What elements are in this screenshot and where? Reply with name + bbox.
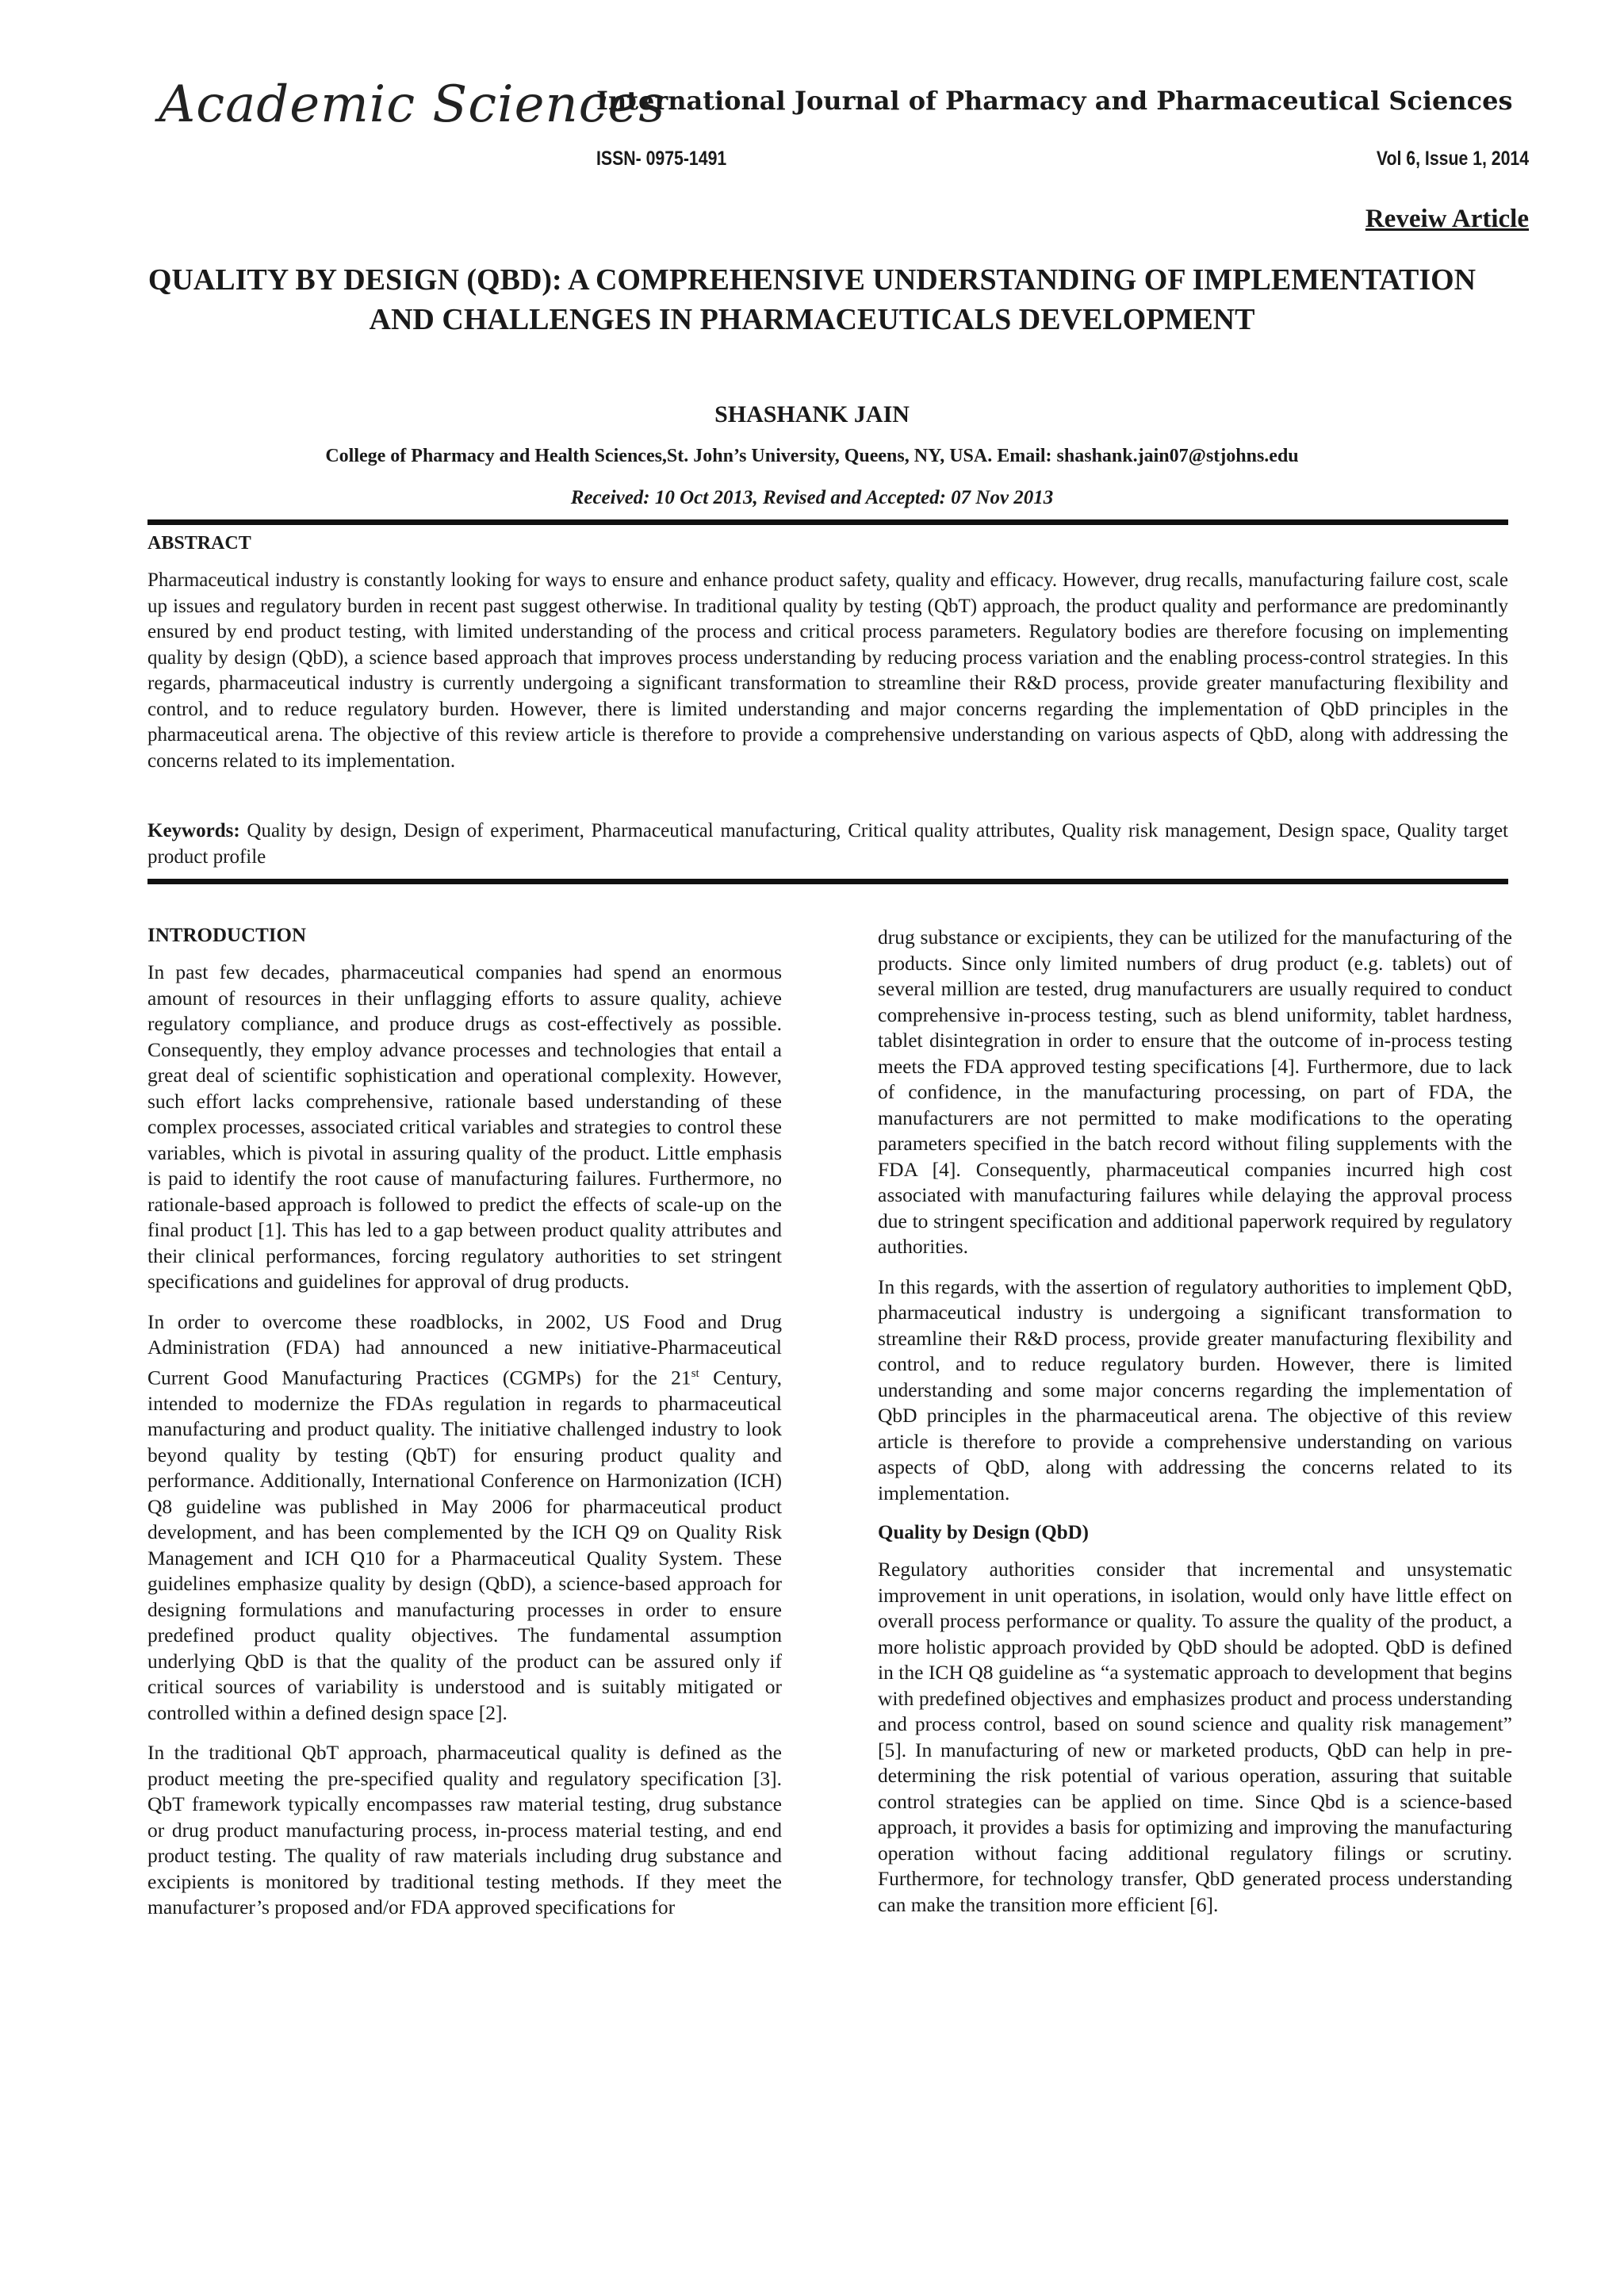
keywords [147,818,1508,870]
keywords-text: Quality by design, Design of experiment, Pharmaceutical manufacturing, Critical quality attributes, Quality risk management, Design space, Quality target product profile [147,820,1508,868]
intro-paragraph-2-start: In order to overcome these roadblocks, in 2002, US Food and Drug Administration (FDA) had announced a new initiative-Pharmaceutical Current Good Manufacturing Practices (CGMPs) for the 21 [147,1309,782,1389]
publisher-logo: Academic Sciences [159,75,666,134]
introduction-heading: INTRODUCTION [147,925,307,946]
superscript-st: st [691,1366,699,1380]
article-title: QUALITY BY DESIGN (QBD): A COMPREHENSIVE UNDERSTANDING OF IMPLEMENTATION AND CHALLENGES IN PHARMACEUTICALS DEVELOPMENT [147,263,1477,336]
intro-paragraph-2-end: Century, intended to modernize the FDAs regulation in regards to pharmaceutical manufacturing and product quality. The initiative challenged industry to look beyond quality by testing (QbT) for ensuring product quality and performance. Additionally, International Conference on Harmonization (ICH) Q8 guideline was published in May 2006 for pharmaceutical product development, and has been complemented by the ICH Q9 on Quality Risk Management and ICH Q10 for a Pharmaceutical Quality System. These guidelines emphasize quality by design (QbD), a science-based approach for designing formulations and manufacturing processes in order to ensure predefined product quality objectives. The fundamental assumption underlying QbD is that the quality of the product can be assured only if critical sources of variability is understood and is suitably mitigated or controlled within a defined design space [2]. [147,1366,783,1724]
right-paragraph-2: In this regards, with the assertion of regulatory authorities to implement QbD, pharmaceutical industry is undergoing a significant transformation to streamline their R&D process, provide greater manufacturing flexibility and control, and to reduce regulatory burden. However, there is limited understanding and some major concerns regarding the implementation of QbD principles in the pharmaceutical arena. The objective of this review article is therefore to provide a comprehensive understanding on various aspects of QbD, along with addressing the concerns related to its implementation. [878,1274,1512,1504]
keywords-label: Keywords: [147,820,240,841]
right-paragraph-1: drug substance or excipients, they can be utilized for the manufacturing of the products. Since only limited numbers of drug product (e.g. tablets) out of several million are tested, drug manufacturers are usually required to conduct comprehensive in-process testing, such as blend uniformity, tablet hardness, tablet disintegration in order to ensure that the outcome of in-process testing meets the FDA approved testing specifications [4]. Furthermore, due to lack of confidence, in the manufacturing processing, on part of FDA, the manufacturers are not permitted to make modifications to the operating parameters specified in the batch record without filing supplements with the FDA [4]. Consequently, pharmaceutical companies incurred high cost associated with manufacturing failures while delaying the approval process due to stringent specification and additional paperwork required by regulatory authorities. [878,926,1512,1258]
abstract-heading: ABSTRACT [147,533,251,554]
qbd-heading: Quality by Design (QbD) [878,1522,1090,1543]
qbd-paragraph: Regulatory authorities consider that incremental and unsystematic improvement in unit operations, in isolation, would only have little effect on overall process performance or quality. To assure the quality of the product, a more holistic approach provided by QbD should be adopted. QbD is defined in the ICH Q8 guideline as “a systematic approach to development that begins with predefined objectives and emphasizes product and process understanding and process control, based on sound science and quality risk management” [5]. In manufacturing of new or marketed products, QbD can help in pre-determining the risk potential of various operation, assuring that suitable control strategies can be applied on time. Since Qbd is a science-based approach, it provides a basis for optimizing and improving the manufacturing operation without facing additional regulatory filings or scrutiny. Furthermore, for technology transfer, QbD generated process understanding can make the transition more efficient [6]. [878,1558,1512,1916]
left-column [147,923,782,1935]
divider-bottom [147,879,1508,884]
received-dates: Received: 10 Oct 2013, Revised and Accepted: 07 Nov 2013 [570,487,1054,508]
intro-paragraph-1: In past few decades, pharmaceutical companies had spend an enormous amount of resources in their unflagging efforts to assure quality, achieve regulatory compliance, and produce drugs as cost-effectively as possible. Consequently, they employ advance processes and technologies that entail a great deal of scientific sophistication and operational complexity. However, such effort lacks comprehensive, rationale based understanding of these complex processes, associated critical variables and strategies to control these variables, which is pivotal in assuring quality of the product. Little emphasis is paid to identify the root cause of manufacturing failures. Furthermore, no rationale-based approach is followed to predict the effects of scale-up on the final product [1]. This has led to a gap between product quality attributes and their clinical performances, forcing regulatory authorities to set stringent specifications and guidelines for approval of drug products. [147,960,782,1293]
issn: ISSN- 0975-1491 [596,148,727,170]
author-name: SHASHANK JAIN [714,401,910,427]
divider-top [147,519,1508,525]
intro-paragraph-3: In the traditional QbT approach, pharmaceutical quality is defined as the product meeting the pre-specified quality and regulatory specification [3]. QbT framework typically encompasses raw material testing, drug substance or drug product manufacturing process, in-process material testing, and end product testing. The quality of raw materials including drug substance and excipients is monitored by traditional testing methods. If they meet the manufacturer’s proposed and/or FDA approved specifications for [147,1741,782,1918]
right-column [878,925,1512,1932]
intro-paragraph-2 [147,1309,782,1727]
abstract-text: Pharmaceutical industry is constantly looking for ways to ensure and enhance product safety, quality and efficacy. However, drug recalls, manufacturing failure cost, scale up issues and regulatory burden in recent past suggest otherwise. In traditional quality by testing (QbT) approach, the product quality and performance are predominantly ensured by end product testing, with limited understanding of the process and critical process parameters. Regulatory bodies are therefore focusing on implementing quality by design (QbD), a science based approach that improves process understanding by reducing process variation and the enabling process-control strategies. In this regards, pharmaceutical industry is currently undergoing a significant transformation to streamline their R&D process, provide greater manufacturing flexibility and control, and to reduce regulatory burden. However, there is limited understanding and major concerns regarding the implementation of QbD principles in the pharmaceutical arena. The objective of this review article is therefore to provide a comprehensive understanding on various aspects of QbD, along with addressing the concerns related to its implementation. [147,569,1508,772]
journal-name: International Journal of Pharmacy and Pharmaceutical Sciences [596,86,1513,116]
volume-issue: Vol 6, Issue 1, 2014 [1376,148,1529,170]
article-type: Reveiw Article [1365,205,1529,233]
author-affiliation: College of Pharmacy and Health Sciences,St. John’s University, Queens, NY, USA. Email: shashank.jain07@stjohns.edu [325,446,1299,466]
